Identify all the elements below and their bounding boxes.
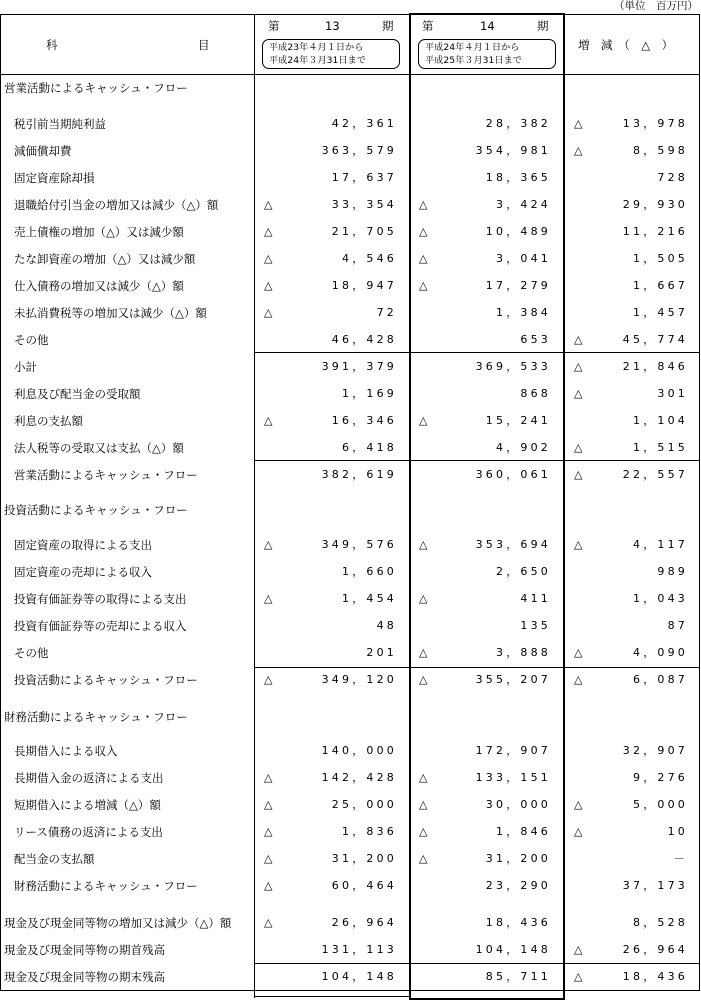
negative-mark: △ (264, 225, 273, 238)
negative-mark: △ (264, 538, 273, 551)
cell-period13: 201 (366, 646, 397, 659)
cell-period14: 868 (520, 387, 551, 400)
cell-change: 1，104 (633, 414, 688, 427)
negative-mark: △ (574, 646, 583, 659)
cell-period13: 31，200 (331, 852, 397, 865)
row-label: 未払消費税等の増加又は減少（△）額 (14, 306, 207, 320)
row-label: 法人税等の受取又は支払（△）額 (14, 441, 184, 455)
header-col2-dai: 第 (422, 19, 434, 33)
cell-change: 4，090 (633, 646, 688, 659)
row-label: 退職給付引当金の増加又は減少（△）額 (14, 198, 219, 212)
cell-period13: 382，619 (321, 468, 397, 481)
cell-period13: 1，660 (342, 565, 397, 578)
grid-line (409, 13, 411, 1000)
header-col1-ki: 期 (382, 19, 394, 33)
grid-line (254, 352, 700, 353)
cell-period13: 349，576 (321, 538, 397, 551)
header-col1-period (262, 39, 400, 69)
section-heading: 営業活動によるキャッシュ・フロー (4, 81, 188, 95)
negative-mark: △ (574, 798, 583, 811)
negative-mark: △ (264, 414, 273, 427)
row-label: 税引前当期純利益 (14, 117, 106, 131)
row-label: 配当金の支払額 (14, 852, 95, 866)
negative-mark: △ (574, 673, 583, 686)
negative-mark: △ (419, 225, 428, 238)
header-col2-period-start: 平成24年４月１日から (425, 42, 520, 53)
negative-mark: △ (574, 970, 583, 983)
row-label: 投資活動によるキャッシュ・フロー (14, 673, 198, 687)
cell-period13: 16，346 (331, 414, 397, 427)
negative-mark: △ (419, 798, 428, 811)
cell-change: 29，930 (622, 198, 688, 211)
cell-change: 1，505 (633, 252, 688, 265)
cell-change: 37，173 (622, 879, 688, 892)
row-label: 利息の支払額 (14, 414, 83, 428)
cell-change: 728 (657, 171, 688, 184)
cell-period13: 25，000 (331, 798, 397, 811)
grid-line (409, 998, 565, 1000)
cell-period13: 72 (376, 306, 397, 319)
cell-period14: 15，241 (485, 414, 551, 427)
cell-period14: 104，148 (475, 943, 551, 956)
cell-change: 8，598 (633, 144, 688, 157)
cell-change: 5，000 (633, 798, 688, 811)
row-label: 固定資産の売却による収入 (14, 565, 152, 579)
row-label: たな卸資産の増加（△）又は減少額 (14, 252, 196, 266)
grid-line (699, 14, 700, 990)
negative-mark: △ (264, 252, 273, 265)
negative-mark: △ (264, 279, 273, 292)
cell-change: 1，043 (633, 592, 688, 605)
negative-mark: △ (419, 252, 428, 265)
grid-line (0, 14, 1, 990)
negative-mark: △ (419, 538, 428, 551)
negative-mark: △ (574, 333, 583, 346)
cell-change: 9，276 (633, 771, 688, 784)
cell-period14: 172，907 (475, 744, 551, 757)
negative-mark: △ (419, 592, 428, 605)
cell-change: 989 (657, 565, 688, 578)
header-col1-period-end: 平成24年３月31日まで (269, 55, 366, 66)
grid-line (409, 13, 565, 15)
header-col2-num: 14 (480, 19, 495, 33)
cell-period13: 60，464 (331, 879, 397, 892)
cell-change: 1，667 (633, 279, 688, 292)
negative-mark: △ (574, 441, 583, 454)
cell-change: 6，087 (633, 673, 688, 686)
cell-period14: 411 (520, 592, 551, 605)
negative-mark: △ (419, 771, 428, 784)
row-label: 投資有価証券等の取得による支出 (14, 592, 187, 606)
cell-period13: 33，354 (331, 198, 397, 211)
cell-period14: 353，694 (475, 538, 551, 551)
cell-change: 301 (657, 387, 688, 400)
row-label: 固定資産除却損 (14, 171, 95, 185)
row-label: 売上債権の増加（△）又は減少額 (14, 225, 184, 239)
negative-mark: △ (264, 825, 273, 838)
cell-period14: 133，151 (475, 771, 551, 784)
cell-period13: 140，000 (321, 744, 397, 757)
row-label: 現金及び現金同等物の期末残高 (4, 970, 165, 984)
cell-period14: 10，489 (485, 225, 551, 238)
cell-period14: 17，279 (485, 279, 551, 292)
negative-mark: △ (574, 538, 583, 551)
negative-mark: △ (419, 198, 428, 211)
header-col1-dai: 第 (268, 19, 280, 33)
negative-mark: △ (419, 825, 428, 838)
cell-period13: 131，113 (321, 943, 397, 956)
cell-period13: 349，120 (321, 673, 397, 686)
cell-period14: 3，424 (496, 198, 551, 211)
row-label: 利息及び配当金の受取額 (14, 387, 141, 401)
cell-change: 13，978 (622, 117, 688, 130)
cell-period13: 363，579 (321, 144, 397, 157)
cell-period14: 1，846 (496, 825, 551, 838)
cell-period14: 653 (520, 333, 551, 346)
header-item-left: 科 (46, 38, 58, 52)
row-label: 現金及び現金同等物の増加又は減少（△）額 (4, 916, 232, 930)
cell-period13: 46，428 (331, 333, 397, 346)
negative-mark: △ (574, 117, 583, 130)
negative-mark: △ (264, 673, 273, 686)
negative-mark: △ (574, 387, 583, 400)
header-col2-ki: 期 (537, 19, 549, 33)
cell-change: 87 (667, 619, 688, 632)
row-label: 投資有価証券等の売却による収入 (14, 619, 187, 633)
cell-period14: 28，382 (485, 117, 551, 130)
row-label: 減価償却費 (14, 144, 72, 158)
grid-line (563, 13, 565, 1000)
grid-line (254, 460, 700, 461)
negative-mark: △ (574, 144, 583, 157)
negative-mark: △ (264, 798, 273, 811)
row-label: その他 (14, 646, 49, 660)
header-col2-period (418, 39, 556, 69)
negative-mark: △ (574, 825, 583, 838)
row-label: 小計 (14, 360, 37, 374)
cell-change: － (673, 852, 688, 865)
cell-period14: 355，207 (475, 673, 551, 686)
cell-change: 10 (667, 825, 688, 838)
cell-period14: 2，650 (496, 565, 551, 578)
cell-period13: 1，454 (342, 592, 397, 605)
row-label: 短期借入による増減（△）額 (14, 798, 161, 812)
negative-mark: △ (574, 943, 583, 956)
cell-change: 32，907 (622, 744, 688, 757)
cell-period14: 18，365 (485, 171, 551, 184)
row-label: 財務活動によるキャッシュ・フロー (14, 879, 198, 893)
header-col1-period-start: 平成23年４月１日から (269, 42, 364, 53)
cell-period13: 18，947 (331, 279, 397, 292)
section-heading: 投資活動によるキャッシュ・フロー (4, 503, 188, 517)
header-col3: 増 減 （ △ ） (578, 38, 674, 52)
cell-change: 22，557 (622, 468, 688, 481)
header-col1-num: 13 (325, 19, 340, 33)
negative-mark: △ (264, 771, 273, 784)
row-label: 現金及び現金同等物の期首残高 (4, 943, 165, 957)
cell-change: 26，964 (622, 943, 688, 956)
cell-change: 4，117 (633, 538, 688, 551)
grid-line (254, 667, 700, 668)
grid-line (0, 990, 700, 991)
negative-mark: △ (264, 916, 273, 929)
negative-mark: △ (264, 306, 273, 319)
cell-period13: 26，964 (331, 916, 397, 929)
cell-period13: 17，637 (331, 171, 397, 184)
grid-line (254, 996, 409, 997)
cell-period14: 30，000 (485, 798, 551, 811)
cell-change: 45，774 (622, 333, 688, 346)
unit-note: （単位 百万円） (614, 0, 698, 12)
negative-mark: △ (264, 198, 273, 211)
row-label: その他 (14, 333, 49, 347)
header-col2-period-end: 平成25年３月31日まで (425, 55, 522, 66)
negative-mark: △ (419, 279, 428, 292)
cell-period14: 23，290 (485, 879, 551, 892)
cell-period14: 354，981 (475, 144, 551, 157)
row-label: 営業活動によるキャッシュ・フロー (14, 468, 198, 482)
cell-period13: 6，418 (342, 441, 397, 454)
cell-period14: 31，200 (485, 852, 551, 865)
cell-period13: 1，169 (342, 387, 397, 400)
grid-line (254, 14, 255, 998)
cell-change: 8，528 (633, 916, 688, 929)
cell-period13: 21，705 (331, 225, 397, 238)
grid-line (0, 74, 700, 75)
cell-period14: 3，041 (496, 252, 551, 265)
grid-line (254, 963, 700, 964)
row-label: 固定資産の取得による支出 (14, 538, 152, 552)
negative-mark: △ (264, 879, 273, 892)
row-label: 長期借入による収入 (14, 744, 118, 758)
header-item-right: 目 (198, 38, 210, 52)
negative-mark: △ (264, 852, 273, 865)
cell-period14: 360，061 (475, 468, 551, 481)
cell-change: 21，846 (622, 360, 688, 373)
negative-mark: △ (419, 646, 428, 659)
cell-period14: 85，711 (485, 970, 551, 983)
cell-period13: 4，546 (342, 252, 397, 265)
negative-mark: △ (264, 592, 273, 605)
cell-period14: 135 (520, 619, 551, 632)
cell-period14: 18，436 (485, 916, 551, 929)
cell-period14: 1，384 (496, 306, 551, 319)
cell-change: 1，457 (633, 306, 688, 319)
cell-period14: 369，533 (475, 360, 551, 373)
cell-change: 18，436 (622, 970, 688, 983)
row-label: リース債務の返済による支出 (14, 825, 163, 839)
cell-period13: 142，428 (321, 771, 397, 784)
row-label: 仕入債務の増加又は減少（△）額 (14, 279, 184, 293)
negative-mark: △ (419, 852, 428, 865)
cell-period14: 4，902 (496, 441, 551, 454)
section-heading: 財務活動によるキャッシュ・フロー (4, 710, 188, 724)
cell-period13: 1，836 (342, 825, 397, 838)
negative-mark: △ (419, 414, 428, 427)
cell-period13: 48 (376, 619, 397, 632)
cash-flow-table (0, 14, 701, 1000)
negative-mark: △ (574, 468, 583, 481)
negative-mark: △ (574, 360, 583, 373)
negative-mark: △ (419, 673, 428, 686)
cell-change: 1，515 (633, 441, 688, 454)
cell-period13: 104，148 (321, 970, 397, 983)
cell-period13: 42，361 (331, 117, 397, 130)
row-label: 長期借入金の返済による支出 (14, 771, 164, 785)
cell-change: 11，216 (622, 225, 688, 238)
grid-line (0, 14, 700, 15)
cell-period14: 3，888 (496, 646, 551, 659)
cell-period13: 391，379 (321, 360, 397, 373)
